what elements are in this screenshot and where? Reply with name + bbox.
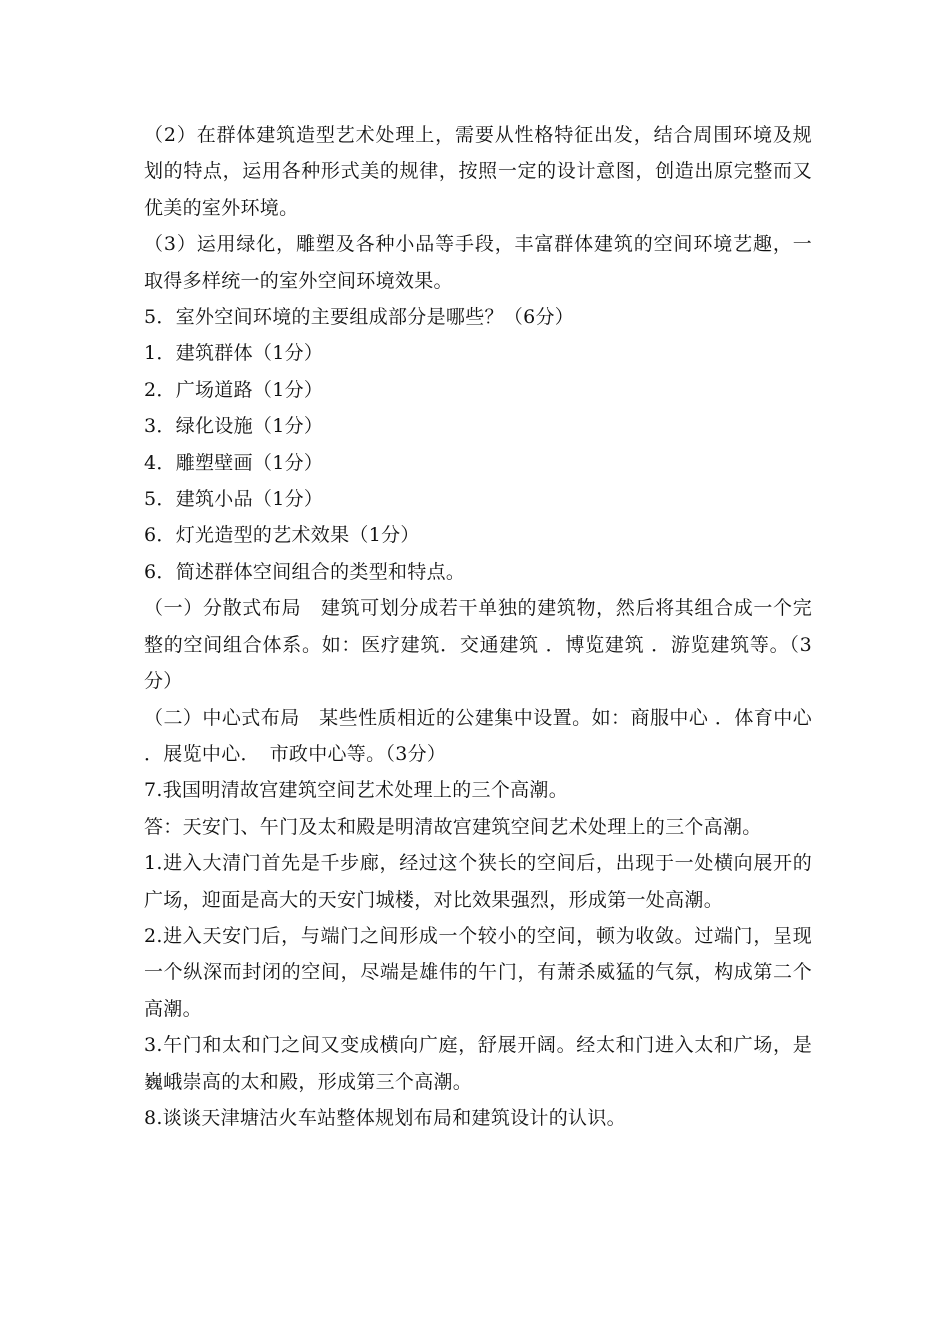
answer-7-summary: 答：天安门、午门及太和殿是明清故宫建筑空间艺术处理上的三个高潮。 [144, 815, 762, 838]
answer-item-4: 4．雕塑壁画（1分） [144, 451, 324, 474]
answer-scattered-layout: （一）分散式布局 建筑可划分成若干单独的建筑物，然后将其组合成一个完整的空间组合体系。如：医疗建筑．交通建筑 ．博览建筑 ．游览建筑等。（3分） [144, 597, 812, 693]
answer-item-3: 3．绿化设施（1分） [144, 415, 324, 438]
answer-item-5: 5．建筑小品（1分） [144, 488, 324, 511]
answer-item-1: 1．建筑群体（1分） [144, 342, 324, 365]
answer-7-point-1: 1.进入大清门首先是千步廊，经过这个狭长的空间后，出现于一处横向展开的广场，迎面是高大的天安门城楼，对比效果强烈，形成第一处高潮。 [144, 852, 812, 911]
answer-7-point-2: 2.进入天安门后，与端门之间形成一个较小的空间，顿为收敛。过端门，呈现一个纵深而封闭的空间，尽端是雄伟的午门，有萧杀威猛的气氛，构成第二个高潮。 [144, 924, 812, 1020]
answer-7-point-3: 3.午门和太和门之间又变成横向广庭，舒展开阔。经太和门进入太和广场，是巍峨崇高的太和殿，形成第三个高潮。 [144, 1034, 812, 1093]
answer-item-6: 6．灯光造型的艺术效果（1分） [144, 524, 420, 547]
document-body [144, 117, 812, 1136]
question-8: 8.谈谈天津塘沽火车站整体规划布局和建筑设计的认识。 [144, 1106, 626, 1129]
question-5: 5．室外空间环境的主要组成部分是哪些？（6分） [144, 306, 575, 329]
answer-central-layout: （二）中心式布局 某些性质相近的公建集中设置。如：商服中心 ．体育中心 ．展览中心． 市政中心等。（3分） [144, 706, 812, 765]
answer-item-2: 2．广场道路（1分） [144, 378, 324, 401]
paragraph-greening-sculpture: （3）运用绿化，雕塑及各种小品等手段，丰富群体建筑的空间环境艺趣，一取得多样统一的室外空间环境效果。 [144, 233, 812, 292]
question-7: 7.我国明清故宫建筑空间艺术处理上的三个高潮。 [144, 779, 569, 802]
paragraph-group-art-treatment: （2）在群体建筑造型艺术处理上，需要从性格特征出发，结合周围环境及规划的特点，运用各种形式美的规律，按照一定的设计意图，创造出原完整而又优美的室外环境。 [144, 124, 812, 219]
question-6: 6．简述群体空间组合的类型和特点。 [144, 560, 466, 583]
